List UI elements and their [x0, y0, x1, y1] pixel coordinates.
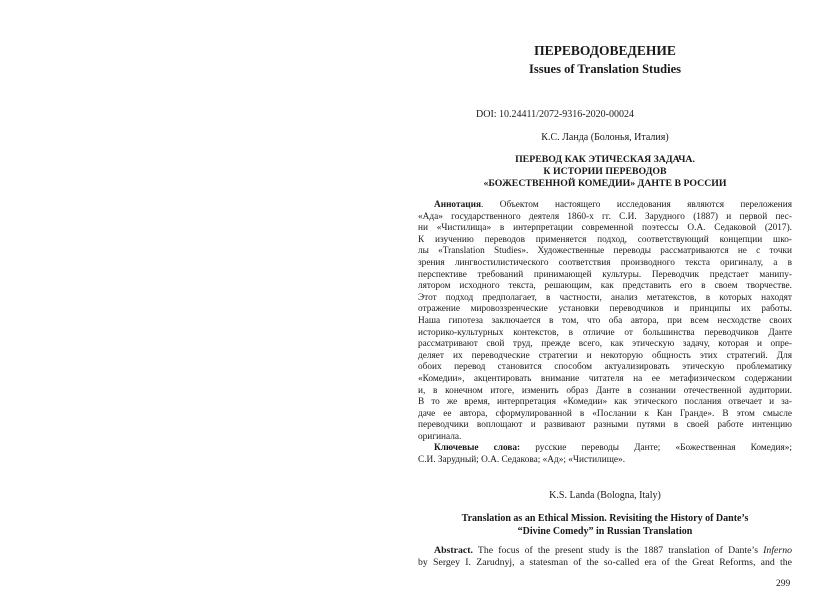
- doi[interactable]: DOI: 10.24411/2072-9316-2020-00024: [476, 109, 634, 120]
- abstract-en-line: Abstract. The focus of the present study is the 1887 translation of Dante’s Inferno: [434, 545, 792, 556]
- abstract-ru-line: «Ада» государственного деятеля 1860-х гг. С.И. Зарудного (1887) и первой пес-: [418, 211, 792, 222]
- abstract-ru-label: Аннотация: [434, 200, 482, 210]
- keywords-ru-line: С.И. Зарудный; О.А. Седакова; «Ад»; «Чистилище».: [418, 455, 626, 466]
- title-ru-line: ПЕРЕВОД КАК ЭТИЧЕСКАЯ ЗАДАЧА.: [515, 154, 695, 165]
- title-en-line: “Divine Comedy” in Russian Translation: [517, 525, 693, 537]
- abstract-ru-line: лятором исходного текста, решающим, как представить его в своем творчестве.: [418, 281, 792, 292]
- abstract-ru-line: даче ее автора, сформулированной в «Послании к Кан Гранде». В этом смысле: [418, 408, 792, 419]
- author-en: K.S. Landa (Bologna, Italy): [549, 490, 661, 501]
- abstract-ru-line: Этот подход предполагает, в частности, анализ метатекстов, в которых находят: [418, 292, 792, 303]
- abstract-ru-line: «Комедии», акцентировать внимание читателя на ее метафизическом содержании: [418, 373, 792, 384]
- keywords-ru-label: Ключевые слова:: [434, 443, 521, 454]
- author-ru: К.С. Ланда (Болонья, Италия): [541, 132, 669, 143]
- article-title-en: [418, 513, 792, 538]
- abstract-ru-line: переводчики воплощают и развивают разными путями в своей работе интенцию: [418, 420, 792, 431]
- section-title-en: Issues of Translation Studies: [528, 62, 681, 76]
- keywords-ru: Ключевые слова: русские переводы Данте; «Божественная Комедия»;: [434, 443, 792, 454]
- abstract-ru-line: зрения лингвостилистического соответствия производного текста оригиналу, а в: [418, 257, 792, 268]
- abstract-ru-line: деляет их переводческие стратегии и некоторую общность этих стратегий. Для: [418, 350, 792, 361]
- abstract-ru: [418, 200, 792, 467]
- abstract-ru-line: обоих перевод становится способом актуализировать этическую проблематику: [418, 362, 792, 373]
- abstract-ru-line: К изучению переводов применяется подход, соответствующий концепции шко-: [418, 234, 792, 245]
- article-title-ru: [418, 154, 792, 190]
- section-title-ru: ПЕРЕВОДОВЕДЕНИЕ: [534, 43, 676, 58]
- title-ru-line: К ИСТОРИИ ПЕРЕВОДОВ: [543, 166, 667, 177]
- abstract-en-line: by Sergey I. Zarudnyj, a statesman of the so-called era of the Great Reforms, and the: [418, 557, 792, 569]
- abstract-ru-line: лы «Translation Studies». Художественные переводы рассматриваются не с точки: [418, 246, 792, 257]
- abstract-ru-line: перспективе требований принимающей культуры. Переводчик предстает манипу-: [418, 269, 792, 280]
- title-ru-line: «БОЖЕСТВЕННОЙ КОМЕДИИ» ДАНТЕ В РОССИИ: [483, 178, 727, 189]
- title-en-line: Translation as an Ethical Mission. Revisiting the History of Dante’s: [461, 513, 749, 524]
- abstract-ru-line: Аннотация. Объектом настоящего исследования являются переложения: [434, 200, 792, 210]
- abstract-en-label: Abstract.: [434, 545, 473, 556]
- abstract-ru-line: рассматривают свой труд, прежде всего, как этическую задачу, которая и опре-: [418, 339, 792, 350]
- page-number: 299: [776, 579, 791, 589]
- abstract-ru-line: В то же время, интерпретация «Комедии» как этического послания отвечает и за-: [418, 397, 792, 408]
- abstract-ru-line: и, в конечном итоге, изменить образ Данте в сознании отечественной аудитории.: [418, 385, 792, 396]
- abstract-ru-line: ни «Чистилища» в интерпретации современной поэтессы О.А. Седаковой (2017).: [418, 223, 792, 234]
- abstract-ru-line: отражение мировоззренческие установки переводчиков и принципы их работы.: [418, 304, 792, 315]
- abstract-ru-line: Наша гипотеза заключается в том, что оба автора, при всем несходстве своих: [418, 315, 792, 326]
- italic-title: Inferno: [763, 545, 792, 556]
- abstract-en: [418, 545, 792, 570]
- abstract-ru-line: историко-культурных контекстов, в отличие от большинства переводчиков Данте: [418, 327, 792, 338]
- abstract-ru-line: оригинала.: [418, 431, 462, 442]
